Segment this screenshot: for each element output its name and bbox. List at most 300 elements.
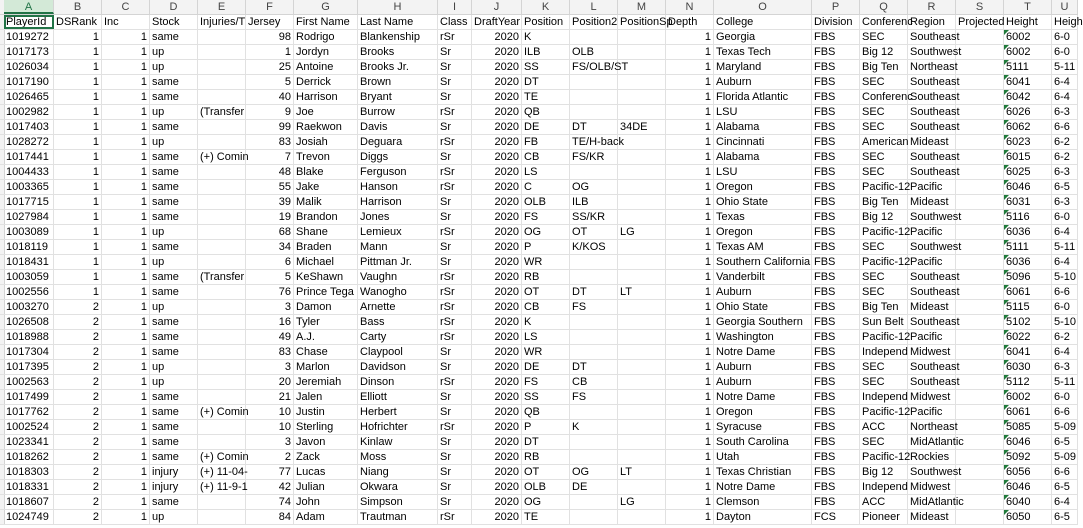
cell[interactable]: same bbox=[150, 390, 198, 404]
cell[interactable] bbox=[570, 270, 618, 284]
cell[interactable]: injury bbox=[150, 465, 198, 479]
cell[interactable]: LSU bbox=[714, 165, 812, 179]
cell[interactable]: FBS bbox=[812, 465, 860, 479]
cell[interactable] bbox=[198, 75, 246, 89]
cell[interactable]: 5-10 bbox=[1054, 271, 1077, 283]
cell[interactable]: 2020 bbox=[472, 195, 522, 209]
cell[interactable]: rSr bbox=[438, 135, 472, 149]
cell[interactable]: C bbox=[522, 180, 570, 194]
cell[interactable]: FBS bbox=[812, 330, 860, 344]
cell[interactable]: LG bbox=[618, 225, 666, 239]
cell[interactable]: same bbox=[150, 270, 198, 284]
cell[interactable]: 1 bbox=[666, 255, 714, 269]
cell[interactable]: LS bbox=[522, 165, 570, 179]
cell[interactable]: CB bbox=[570, 375, 618, 389]
cell[interactable]: 2 bbox=[54, 300, 102, 314]
cell[interactable] bbox=[198, 375, 246, 389]
cell[interactable]: TE bbox=[522, 90, 570, 104]
cell[interactable]: 5-11 bbox=[1052, 375, 1078, 389]
cell[interactable]: (+) Comin bbox=[200, 451, 249, 463]
cell[interactable]: 1 bbox=[666, 90, 714, 104]
cell[interactable]: 6 bbox=[246, 255, 294, 269]
cell[interactable]: Pacific bbox=[908, 405, 956, 419]
cell[interactable]: 1 bbox=[54, 120, 102, 134]
cell[interactable]: 1017715 bbox=[4, 195, 54, 209]
cell[interactable]: same bbox=[150, 90, 198, 104]
cell[interactable]: same bbox=[150, 450, 198, 464]
cell[interactable]: 1 bbox=[666, 75, 714, 89]
cell[interactable]: 5-11 bbox=[1052, 240, 1078, 254]
cell[interactable]: Simpson bbox=[358, 495, 438, 509]
cell[interactable]: 1 bbox=[54, 240, 102, 254]
cell[interactable]: 6061 bbox=[1004, 405, 1052, 419]
cell[interactable]: Southwest bbox=[910, 466, 962, 478]
cell[interactable]: 6-2 bbox=[1052, 135, 1078, 149]
cell[interactable] bbox=[618, 435, 666, 449]
cell[interactable]: Alabama bbox=[714, 120, 812, 134]
cell[interactable]: 6-2 bbox=[1052, 150, 1078, 164]
cell[interactable]: Utah bbox=[714, 450, 812, 464]
cell[interactable]: Blake bbox=[294, 165, 358, 179]
cell[interactable]: 1 bbox=[54, 150, 102, 164]
cell[interactable]: 5111 bbox=[1004, 60, 1052, 74]
cell[interactable] bbox=[956, 75, 1004, 89]
cell[interactable]: 68 bbox=[246, 225, 294, 239]
cell[interactable]: 1 bbox=[102, 510, 150, 524]
cell[interactable]: 83 bbox=[246, 345, 294, 359]
cell[interactable]: rSr bbox=[438, 285, 472, 299]
cell[interactable] bbox=[618, 90, 666, 104]
cell[interactable]: rSr bbox=[438, 375, 472, 389]
cell[interactable]: same bbox=[150, 495, 198, 509]
cell[interactable]: Hofrichter bbox=[358, 420, 438, 434]
cell[interactable] bbox=[570, 330, 618, 344]
cell[interactable]: 2020 bbox=[472, 315, 522, 329]
cell[interactable]: 1 bbox=[102, 330, 150, 344]
cell[interactable]: Ohio State bbox=[714, 195, 812, 209]
cell[interactable]: 6-0 bbox=[1052, 210, 1078, 224]
cell[interactable]: LS bbox=[522, 330, 570, 344]
cell[interactable] bbox=[570, 255, 618, 269]
cell[interactable] bbox=[956, 150, 1004, 164]
cell[interactable]: SEC bbox=[860, 285, 908, 299]
cell[interactable] bbox=[618, 510, 666, 524]
cell[interactable]: DT bbox=[570, 360, 618, 374]
cell[interactable] bbox=[198, 285, 246, 299]
cell[interactable]: Sr bbox=[438, 240, 472, 254]
cell[interactable] bbox=[618, 405, 666, 419]
cell[interactable]: 1 bbox=[54, 285, 102, 299]
column-header-q[interactable]: Q bbox=[860, 0, 908, 14]
cell[interactable]: 1 bbox=[102, 270, 150, 284]
cell[interactable]: 1 bbox=[102, 465, 150, 479]
cell[interactable]: Michael bbox=[294, 255, 358, 269]
cell[interactable]: Dinson bbox=[358, 375, 438, 389]
cell[interactable]: 1017403 bbox=[4, 120, 54, 134]
cell[interactable]: 1 bbox=[54, 105, 102, 119]
cell[interactable]: Pioneer bbox=[860, 510, 908, 524]
cell[interactable] bbox=[618, 45, 666, 59]
cell[interactable]: rSr bbox=[438, 315, 472, 329]
cell[interactable]: 3 bbox=[246, 435, 294, 449]
cell[interactable]: Conferenc bbox=[862, 91, 913, 103]
cell[interactable]: 1 bbox=[666, 150, 714, 164]
cell[interactable] bbox=[198, 330, 246, 344]
cell[interactable]: Bass bbox=[358, 315, 438, 329]
cell[interactable]: ILB bbox=[570, 195, 618, 209]
cell[interactable]: Herbert bbox=[358, 405, 438, 419]
cell[interactable]: same bbox=[150, 330, 198, 344]
cell[interactable]: same bbox=[150, 285, 198, 299]
cell[interactable]: 1003059 bbox=[4, 270, 54, 284]
cell[interactable] bbox=[956, 495, 1004, 509]
cell[interactable]: 2020 bbox=[472, 330, 522, 344]
cell[interactable]: Harrison bbox=[358, 195, 438, 209]
column-header-k[interactable]: K bbox=[522, 0, 570, 14]
cell[interactable]: Adam bbox=[294, 510, 358, 524]
cell[interactable]: 6-5 bbox=[1052, 480, 1078, 494]
cell[interactable]: 6046 bbox=[1004, 180, 1052, 194]
cell[interactable]: 1 bbox=[666, 435, 714, 449]
cell[interactable]: Big 12 bbox=[860, 45, 908, 59]
cell[interactable]: SS/KR bbox=[570, 210, 618, 224]
cell[interactable]: 1 bbox=[666, 105, 714, 119]
cell[interactable]: Brown bbox=[358, 75, 438, 89]
cell[interactable]: 6015 bbox=[1004, 150, 1052, 164]
cell[interactable] bbox=[956, 465, 1004, 479]
cell[interactable]: FBS bbox=[812, 360, 860, 374]
cell[interactable]: K bbox=[570, 420, 618, 434]
cell[interactable]: Big 12 bbox=[860, 210, 908, 224]
cell[interactable]: 2020 bbox=[472, 360, 522, 374]
cell[interactable]: 2 bbox=[54, 495, 102, 509]
cell[interactable]: 2020 bbox=[472, 510, 522, 524]
cell[interactable]: SEC bbox=[860, 30, 908, 44]
cell[interactable]: Texas Christian bbox=[714, 465, 812, 479]
cell[interactable] bbox=[956, 225, 1004, 239]
cell[interactable]: Arnette bbox=[358, 300, 438, 314]
cell[interactable]: 1 bbox=[102, 390, 150, 404]
cell[interactable]: Oregon bbox=[714, 405, 812, 419]
cell[interactable] bbox=[618, 165, 666, 179]
cell[interactable]: OG bbox=[570, 180, 618, 194]
cell[interactable]: Elliott bbox=[358, 390, 438, 404]
cell[interactable]: 1 bbox=[246, 45, 294, 59]
cell[interactable] bbox=[618, 270, 666, 284]
cell[interactable] bbox=[198, 135, 246, 149]
cell[interactable]: SEC bbox=[860, 240, 908, 254]
cell[interactable]: 1 bbox=[102, 300, 150, 314]
cell[interactable]: 5-10 bbox=[1054, 316, 1077, 328]
cell[interactable]: 2 bbox=[54, 345, 102, 359]
header-cell[interactable]: Jersey bbox=[246, 15, 294, 29]
cell[interactable]: 2020 bbox=[472, 240, 522, 254]
cell[interactable]: 6-4 bbox=[1052, 75, 1078, 89]
cell[interactable]: FB bbox=[522, 135, 570, 149]
cell[interactable]: 10 bbox=[246, 405, 294, 419]
cell[interactable]: up bbox=[150, 45, 198, 59]
cell[interactable]: 6-6 bbox=[1052, 465, 1078, 479]
cell[interactable]: 1 bbox=[102, 105, 150, 119]
cell[interactable]: SEC bbox=[860, 375, 908, 389]
column-header-e[interactable]: E bbox=[198, 0, 246, 14]
cell[interactable]: 1 bbox=[102, 435, 150, 449]
cell[interactable]: Raekwon bbox=[294, 120, 358, 134]
cell[interactable]: Julian bbox=[294, 480, 358, 494]
cell[interactable]: Independ bbox=[862, 346, 908, 358]
cell[interactable]: OLB bbox=[522, 480, 570, 494]
cell[interactable]: Derrick bbox=[294, 75, 358, 89]
cell[interactable] bbox=[198, 255, 246, 269]
cell[interactable] bbox=[618, 240, 666, 254]
cell[interactable] bbox=[618, 420, 666, 434]
cell[interactable]: 1 bbox=[666, 240, 714, 254]
cell[interactable]: FS/KR bbox=[570, 150, 618, 164]
cell[interactable]: FBS bbox=[812, 375, 860, 389]
cell[interactable]: 1 bbox=[54, 210, 102, 224]
cell[interactable]: Deguara bbox=[358, 135, 438, 149]
cell[interactable]: FBS bbox=[812, 45, 860, 59]
cell[interactable]: FBS bbox=[812, 195, 860, 209]
cell[interactable]: up bbox=[150, 375, 198, 389]
cell[interactable]: Auburn bbox=[714, 285, 812, 299]
cell[interactable]: Moss bbox=[358, 450, 438, 464]
cell[interactable]: Bryant bbox=[358, 90, 438, 104]
cell[interactable]: rSr bbox=[438, 420, 472, 434]
cell[interactable]: Southeast bbox=[910, 316, 960, 328]
cell[interactable]: 21 bbox=[246, 390, 294, 404]
cell[interactable]: Midwest bbox=[908, 345, 956, 359]
cell[interactable]: OG bbox=[522, 225, 570, 239]
cell[interactable]: 1 bbox=[666, 465, 714, 479]
cell[interactable] bbox=[198, 60, 246, 74]
cell[interactable]: 2020 bbox=[472, 120, 522, 134]
column-header-n[interactable]: N bbox=[666, 0, 714, 14]
cell[interactable]: Georgia bbox=[714, 30, 812, 44]
cell[interactable]: 6026 bbox=[1004, 105, 1052, 119]
cell[interactable]: Southeast bbox=[910, 76, 960, 88]
cell[interactable]: Texas bbox=[714, 210, 812, 224]
cell[interactable]: 2020 bbox=[472, 420, 522, 434]
cell[interactable]: 2020 bbox=[472, 435, 522, 449]
cell[interactable]: Sr bbox=[438, 150, 472, 164]
cell[interactable]: FBS bbox=[812, 495, 860, 509]
header-cell[interactable]: Stock bbox=[150, 15, 198, 29]
cell[interactable] bbox=[198, 360, 246, 374]
cell[interactable]: Brooks Jr. bbox=[358, 60, 438, 74]
cell[interactable]: OLB bbox=[522, 195, 570, 209]
cell[interactable]: 55 bbox=[246, 180, 294, 194]
cell[interactable]: 1018988 bbox=[4, 330, 54, 344]
column-header-o[interactable]: O bbox=[714, 0, 812, 14]
cell[interactable]: up bbox=[150, 300, 198, 314]
cell[interactable]: Southeast bbox=[910, 286, 960, 298]
cell[interactable]: SS bbox=[522, 390, 570, 404]
cell[interactable]: 2020 bbox=[472, 210, 522, 224]
cell[interactable]: FS/OLB/ST bbox=[572, 61, 629, 73]
cell[interactable]: 2020 bbox=[472, 60, 522, 74]
column-header-s[interactable]: S bbox=[956, 0, 1004, 14]
cell[interactable]: FBS bbox=[812, 480, 860, 494]
cell[interactable]: Midwest bbox=[908, 480, 956, 494]
header-cell[interactable]: Division bbox=[812, 15, 860, 29]
column-header-j[interactable]: J bbox=[472, 0, 522, 14]
cell[interactable]: 1 bbox=[102, 225, 150, 239]
cell[interactable]: Auburn bbox=[714, 360, 812, 374]
cell[interactable]: 1026465 bbox=[4, 90, 54, 104]
cell[interactable]: Lucas bbox=[294, 465, 358, 479]
cell[interactable]: 1017762 bbox=[4, 405, 54, 419]
cell[interactable]: Southeast bbox=[910, 91, 960, 103]
cell[interactable]: Sr bbox=[438, 390, 472, 404]
cell[interactable]: 2 bbox=[54, 480, 102, 494]
cell[interactable]: 6-3 bbox=[1052, 195, 1078, 209]
cell[interactable] bbox=[618, 300, 666, 314]
cell[interactable]: LT bbox=[618, 285, 666, 299]
cell[interactable]: up bbox=[150, 360, 198, 374]
cell[interactable]: 2020 bbox=[472, 480, 522, 494]
cell[interactable]: 1 bbox=[102, 45, 150, 59]
cell[interactable] bbox=[618, 450, 666, 464]
cell[interactable]: Pacific-12 bbox=[862, 451, 911, 463]
cell[interactable]: FBS bbox=[812, 270, 860, 284]
cell[interactable]: FBS bbox=[812, 255, 860, 269]
cell[interactable]: 5-09 bbox=[1054, 451, 1077, 463]
cell[interactable]: Jones bbox=[358, 210, 438, 224]
cell[interactable]: 6030 bbox=[1004, 360, 1052, 374]
cell[interactable]: 2020 bbox=[472, 90, 522, 104]
cell[interactable]: Zack bbox=[294, 450, 358, 464]
cell[interactable]: 1 bbox=[666, 120, 714, 134]
cell[interactable]: Kinlaw bbox=[358, 435, 438, 449]
cell[interactable]: 2020 bbox=[472, 405, 522, 419]
cell[interactable]: 1002563 bbox=[4, 375, 54, 389]
cell[interactable]: Notre Dame bbox=[714, 480, 812, 494]
cell[interactable]: 1023341 bbox=[4, 435, 54, 449]
cell[interactable]: Okwara bbox=[358, 480, 438, 494]
cell[interactable]: 1 bbox=[54, 60, 102, 74]
cell[interactable]: rSr bbox=[438, 330, 472, 344]
cell[interactable]: 2020 bbox=[472, 300, 522, 314]
cell[interactable]: 1002982 bbox=[4, 105, 54, 119]
cell[interactable]: 2020 bbox=[472, 105, 522, 119]
cell[interactable]: 1 bbox=[666, 180, 714, 194]
header-cell[interactable]: Inc bbox=[102, 15, 150, 29]
header-cell[interactable]: Position2 bbox=[572, 16, 618, 28]
cell[interactable]: 6061 bbox=[1004, 285, 1052, 299]
cell[interactable]: LG bbox=[618, 495, 666, 509]
cell[interactable]: Sterling bbox=[294, 420, 358, 434]
cell[interactable]: DT bbox=[570, 120, 618, 134]
cell[interactable]: Prince Tega bbox=[294, 285, 358, 299]
cell[interactable]: 6-5 bbox=[1052, 510, 1078, 524]
cell[interactable]: Sr bbox=[438, 465, 472, 479]
cell[interactable]: 1 bbox=[54, 30, 102, 44]
cell[interactable]: Pacific bbox=[908, 180, 956, 194]
cell[interactable] bbox=[198, 165, 246, 179]
cell[interactable] bbox=[570, 345, 618, 359]
cell[interactable]: 19 bbox=[246, 210, 294, 224]
cell[interactable]: 1 bbox=[666, 195, 714, 209]
cell[interactable]: 1018607 bbox=[4, 495, 54, 509]
cell[interactable] bbox=[956, 315, 1004, 329]
cell[interactable]: Tyler bbox=[294, 315, 358, 329]
cell[interactable]: 6046 bbox=[1004, 480, 1052, 494]
cell[interactable]: 6023 bbox=[1004, 135, 1052, 149]
header-cell[interactable]: DraftYear bbox=[474, 16, 521, 28]
cell[interactable]: QB bbox=[522, 405, 570, 419]
cell[interactable]: 6-4 bbox=[1052, 495, 1078, 509]
cell[interactable]: up bbox=[150, 255, 198, 269]
cell[interactable]: Mideast bbox=[908, 135, 956, 149]
cell[interactable]: 1018431 bbox=[4, 255, 54, 269]
cell[interactable] bbox=[956, 360, 1004, 374]
cell[interactable]: Southeast bbox=[910, 271, 960, 283]
cell[interactable]: injury bbox=[150, 480, 198, 494]
cell[interactable]: Jalen bbox=[294, 390, 358, 404]
cell[interactable]: Mann bbox=[358, 240, 438, 254]
cell[interactable]: Syracuse bbox=[714, 420, 812, 434]
cell[interactable] bbox=[198, 225, 246, 239]
column-header-g[interactable]: G bbox=[294, 0, 358, 14]
cell[interactable] bbox=[956, 210, 1004, 224]
cell[interactable]: Davis bbox=[358, 120, 438, 134]
cell[interactable] bbox=[956, 255, 1004, 269]
cell[interactable]: 2 bbox=[54, 360, 102, 374]
cell[interactable]: 6042 bbox=[1004, 90, 1052, 104]
column-header-c[interactable]: C bbox=[102, 0, 150, 14]
cell[interactable]: DT bbox=[522, 435, 570, 449]
cell[interactable]: FBS bbox=[812, 285, 860, 299]
cell[interactable]: 1017395 bbox=[4, 360, 54, 374]
cell[interactable]: 1 bbox=[102, 210, 150, 224]
cell[interactable]: 1 bbox=[666, 450, 714, 464]
cell[interactable]: same bbox=[150, 75, 198, 89]
cell[interactable]: (Transfer bbox=[200, 271, 245, 283]
cell[interactable]: Claypool bbox=[358, 345, 438, 359]
cell[interactable]: 1 bbox=[666, 405, 714, 419]
cell[interactable] bbox=[618, 30, 666, 44]
cell[interactable] bbox=[618, 180, 666, 194]
header-cell[interactable]: Position bbox=[522, 15, 570, 29]
cell[interactable]: DE bbox=[570, 480, 618, 494]
cell[interactable]: Southeast bbox=[910, 31, 960, 43]
cell[interactable]: 1 bbox=[102, 495, 150, 509]
header-cell[interactable]: Last Name bbox=[358, 15, 438, 29]
cell[interactable]: 2020 bbox=[472, 465, 522, 479]
cell[interactable]: Ferguson bbox=[358, 165, 438, 179]
cell[interactable]: P bbox=[522, 240, 570, 254]
cell[interactable]: same bbox=[150, 150, 198, 164]
cell[interactable]: 6041 bbox=[1004, 345, 1052, 359]
cell[interactable]: 76 bbox=[246, 285, 294, 299]
cell[interactable]: same bbox=[150, 240, 198, 254]
cell[interactable] bbox=[618, 375, 666, 389]
cell[interactable]: Independ bbox=[862, 481, 908, 493]
cell[interactable]: 1 bbox=[666, 270, 714, 284]
cell[interactable] bbox=[956, 300, 1004, 314]
cell[interactable]: Sr bbox=[438, 450, 472, 464]
cell[interactable]: DT bbox=[570, 285, 618, 299]
cell[interactable] bbox=[198, 180, 246, 194]
cell[interactable]: 1017190 bbox=[4, 75, 54, 89]
cell[interactable]: 3 bbox=[246, 360, 294, 374]
cell[interactable]: 5092 bbox=[1004, 450, 1052, 464]
cell[interactable]: 2020 bbox=[472, 450, 522, 464]
cell[interactable]: Sr bbox=[438, 255, 472, 269]
header-cell[interactable]: Class bbox=[438, 15, 472, 29]
cell[interactable] bbox=[956, 480, 1004, 494]
